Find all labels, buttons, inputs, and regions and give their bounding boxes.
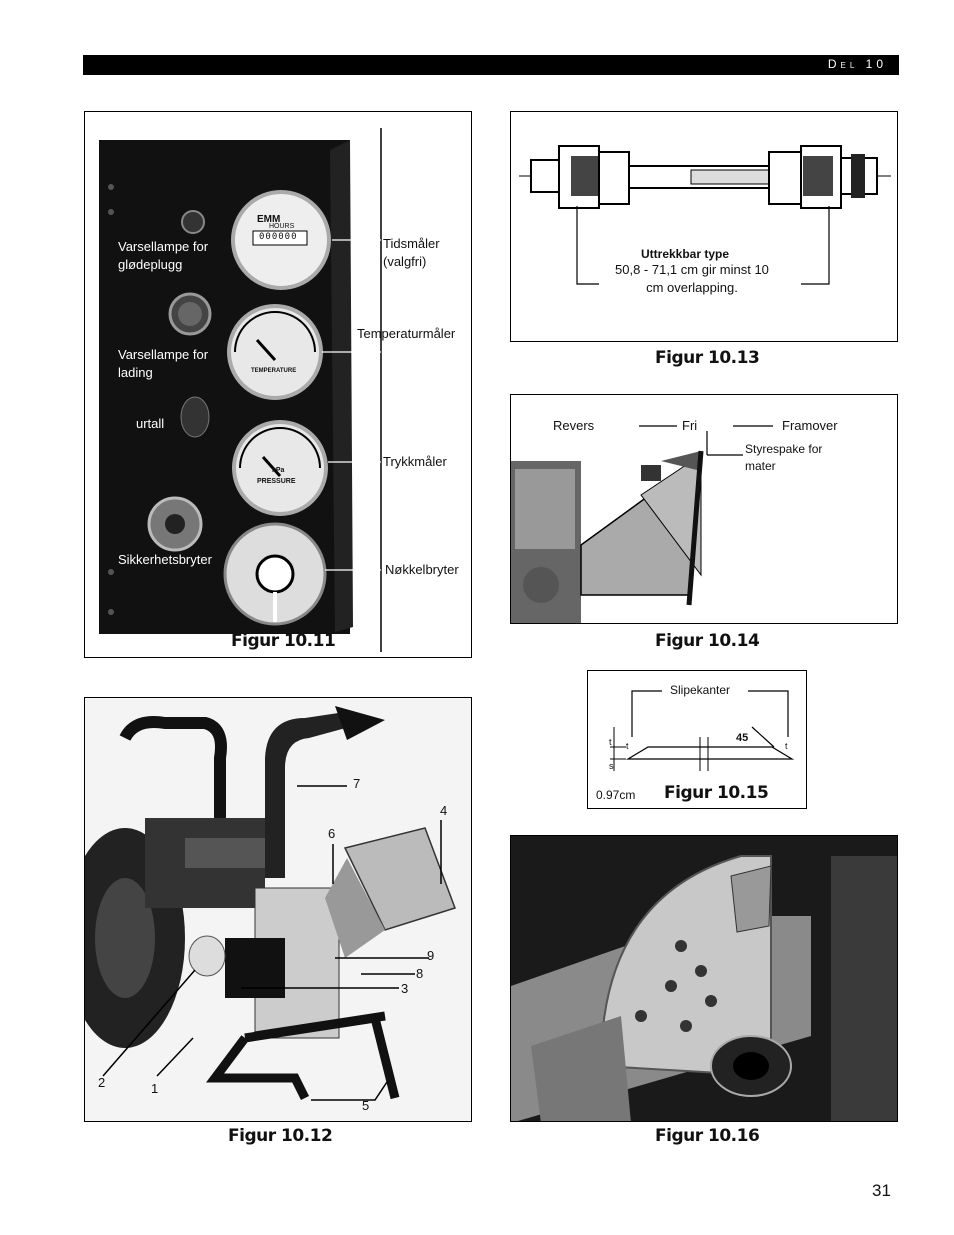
figure-caption-10-16: Figur 10.16 [655, 1126, 760, 1146]
callout-7: 7 [353, 776, 361, 791]
bevel-angle: 45 [736, 732, 749, 744]
flywheel-photo [511, 836, 898, 1122]
pressure-gauge-label: PRESSURE [257, 478, 296, 485]
figure-caption-10-12: Figur 10.12 [228, 1126, 333, 1146]
temp-gauge-label: TEMPERATURE [251, 368, 297, 374]
thickness-value: 0.97cm [596, 788, 636, 802]
callout-2: 2 [98, 1075, 106, 1090]
page-number: 31 [872, 1181, 891, 1200]
mark-t-left: t [609, 737, 612, 747]
section-label: Del 10 [827, 57, 887, 71]
figure-caption-10-14: Figur 10.14 [655, 631, 760, 651]
hour-meter-digits: 000000 [259, 232, 298, 242]
pressure-gauge-unit: kPa [272, 467, 285, 474]
figure-10-11 [84, 111, 472, 658]
label-neutral: Fri [682, 418, 698, 433]
hour-meter-label: HOURS [269, 223, 295, 230]
pto-overlap-text: 50,8 - 71,1 cm gir minst 10 cm overlapping. [615, 262, 769, 295]
figure-10-15 [587, 670, 807, 809]
callout-8: 8 [416, 966, 424, 981]
sharpening-edges-title: Slipekanter [670, 683, 731, 697]
label-temp-gauge: Temperaturmåler [357, 326, 456, 341]
section-header-bar [83, 55, 899, 75]
label-glow-plug-lamp: Varsellampe for glødeplugg [118, 239, 209, 272]
label-feeder-lever: Styrespake for mater [745, 442, 823, 473]
callout-6: 6 [328, 826, 336, 841]
mark-t-inner: t [626, 741, 629, 751]
label-safety-switch: Sikkerhetsbryter [118, 552, 212, 567]
callout-1: 1 [151, 1081, 159, 1096]
label-pressure-gauge: Trykkmåler [383, 454, 447, 469]
mark-s: s [609, 761, 614, 771]
figure-10-13 [510, 111, 898, 342]
figure-10-16 [510, 835, 898, 1122]
label-tachometer: urtall [136, 416, 165, 431]
label-key-switch: Nøkkelbryter [385, 562, 459, 577]
callout-3: 3 [401, 981, 409, 996]
label-charge-lamp: Varsellampe for lading [118, 347, 209, 380]
figure-caption-10-15: Figur 10.15 [664, 783, 769, 803]
pto-type-label: Uttrekkbar type [641, 247, 730, 261]
figure-10-12 [84, 697, 472, 1122]
mark-t-right: t [785, 741, 788, 751]
figure-10-14 [510, 394, 898, 624]
pto-shaft-drawing [511, 112, 898, 342]
chipper-tractor-photo [85, 698, 472, 1122]
label-forward: Framover [782, 418, 838, 433]
callout-4: 4 [440, 803, 448, 818]
figure-caption-10-13: Figur 10.13 [655, 348, 760, 368]
hour-meter-brand: EMM [257, 214, 281, 225]
callout-9: 9 [427, 948, 435, 963]
callout-5: 5 [362, 1098, 370, 1113]
label-hour-meter: Tidsmåler (valgfri) [383, 236, 440, 269]
figure-caption: Figur 10.11 [231, 631, 336, 651]
label-reverse: Revers [553, 418, 595, 433]
